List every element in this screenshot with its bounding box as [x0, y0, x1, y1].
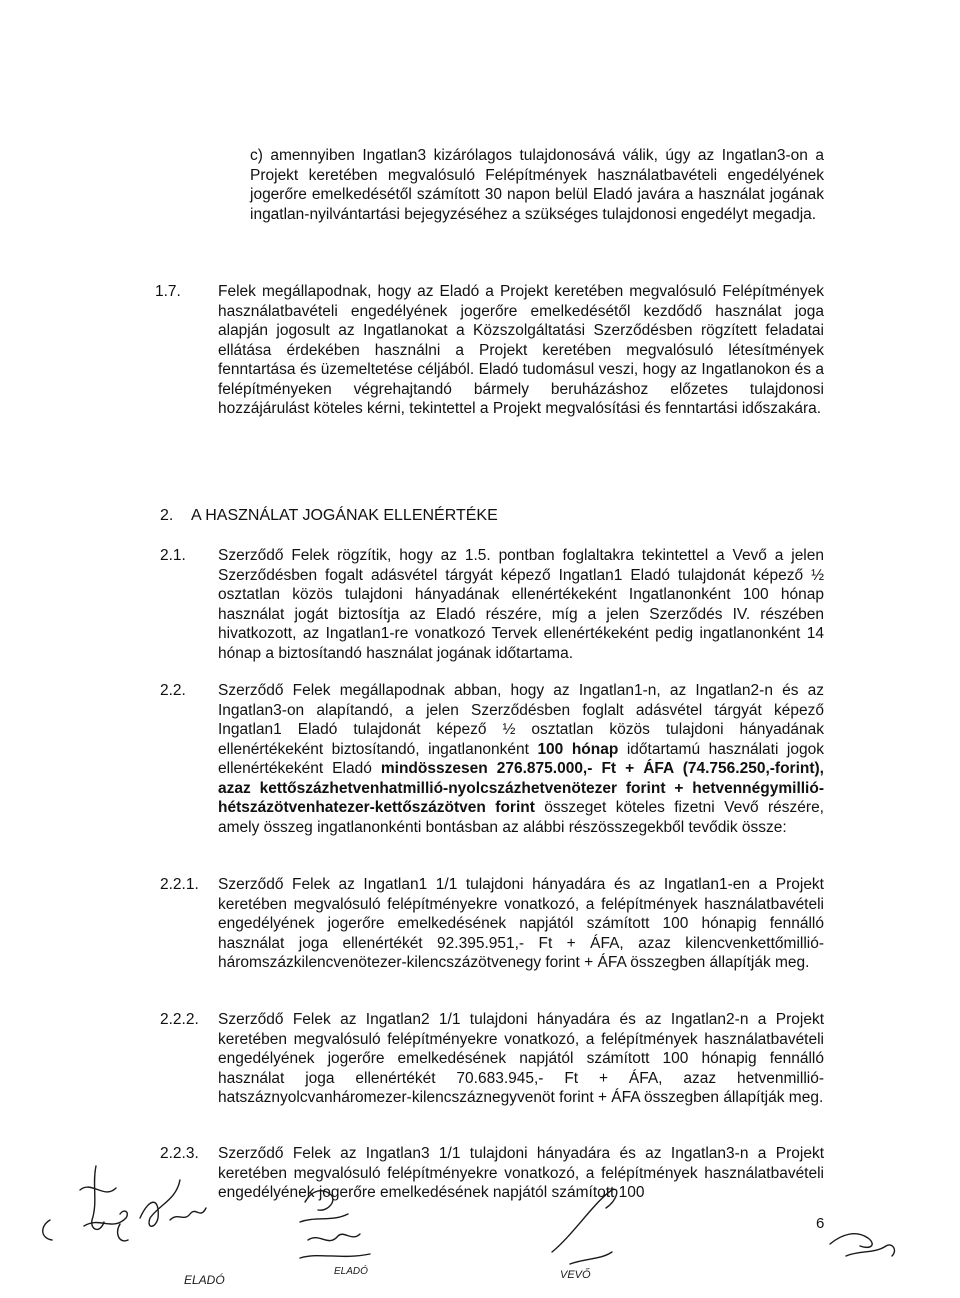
signature-left-script — [140, 1180, 206, 1226]
page-number: 6 — [816, 1215, 825, 1232]
section-2-2-bold-amount: mindösszesen 276.875.000,- Ft + ÁFA (74.756.250,-forint), azaz kettőszázhetvenhatmillió-nyolcszázhetvenötezer forint + hetvennégymillió-hétszázötvenhatezer-kettőszázötven forint — [218, 760, 824, 816]
signatures-area — [0, 1160, 960, 1298]
section-number-2-2: 2.2. — [160, 682, 186, 699]
section-2-2-text — [218, 681, 824, 837]
section-2-2-bold-duration: 100 hónap — [537, 740, 619, 758]
section-2-1-text: Szerződő Felek rögzítik, hogy az 1.5. pontban foglaltakra tekintettel a Vevő a jelen Szerződésben fogalt adásvétel tárgyát képező Ingatlan1 Eladó tulajdonát képező ½ osztatlan közös tulajdoni hányadának ellenértékeként Ingatlanonként 100 hónap használat jogát biztosítja az Eladó részére, míg a jelen Szerződés IV. részében hivatkozott, az Ingatlan1-re vonatkozó Tervek ellenértékeként pedig ingatlanonként 14 hónap a biztosítandó használat jogának időtartama. — [218, 547, 824, 662]
label-elado-left: ELADÓ — [184, 1273, 225, 1287]
signature-left-initials — [80, 1166, 127, 1229]
section-2-2-text-b: időtartamú használati jogok ellenértékeként Eladó — [218, 740, 824, 777]
label-vevo: VEVŐ — [560, 1269, 591, 1281]
paragraph-c: c) amennyiben Ingatlan3 kizárólagos tulajdonosává válik, úgy az Ingatlan3-on a Projekt keretében megvalósuló Felépítmények használatbavételi engedélyének jogerőre emelkedésétől számított 30 napon belül Eladó javára a használat jogának ingatlan-nyilvántartási bejegyzéséhez a szükséges tulajdonosi engedélyt megadja. — [250, 147, 824, 223]
section-2-2-1-text: Szerződő Felek az Ingatlan1 1/1 tulajdoni hányadára és az Ingatlan1-en a Projekt keretében megvalósuló felépítményekre vonatkozó, a felépítmények használatbavételi engedélyének jogerőre emelkedésének napjától számított 100 hónapig fennálló használat joga ellenértékét 92.395.951,- Ft + ÁFA, azaz kilencvenkettőmillió-háromszázkilencvenötezer-kilencszázötvenegy forint + ÁFA összegben állapítják meg. — [218, 876, 824, 971]
heading-2-number: 2. — [160, 507, 174, 524]
section-2-2-2-text: Szerződő Felek az Ingatlan2 1/1 tulajdoni hányadára és az Ingatlan2-n a Projekt keretében megvalósuló felépítményekre vonatkozó, a felépítmények használatbavételi engedélyének jogerőre emelkedésének napjától számított 100 hónapig fennálló használat joga ellenértékét 70.683.945,- Ft + ÁFA, azaz hetvenmillió-hatszáznyolcvanháromezer-kilencszáznegyvenöt forint + ÁFA összegben állapítják meg. — [218, 1011, 824, 1106]
label-elado-middle: ELADÓ — [334, 1266, 368, 1277]
signature-right — [552, 1189, 617, 1264]
section-number-2-1: 2.1. — [160, 547, 186, 564]
section-number-1-7: 1.7. — [155, 283, 181, 300]
section-number-2-2-3: 2.2.3. — [160, 1145, 199, 1162]
heading-2-title: A HASZNÁLAT JOGÁNAK ELLENÉRTÉKE — [191, 507, 498, 524]
signature-left-c-mark — [43, 1220, 128, 1241]
section-number-2-2-2: 2.2.2. — [160, 1011, 199, 1028]
section-2-2-3-text: Szerződő Felek az Ingatlan3 1/1 tulajdoni hányadára és az Ingatlan3-n a Projekt keretében megvalósuló felépítményekre vonatkozó, a felépítmények használatbavételi engedélyének jogerőre emelkedésének napjától számított 100 — [218, 1145, 824, 1201]
section-number-2-2-1: 2.2.1. — [160, 876, 199, 893]
section-2-2-text-a: Szerződő Felek megállapodnak abban, hogy az Ingatlan1-n, az Ingatlan2-n és az Ingatlan3-on alapítandó, a jelen Szerződésben foglalt adásvétel tárgyát képező Ingatlan1 Eladó tulajdonát képező ½ osztatlan közös tulajdoni hányadának ellenértékeként biztosítandó, ingatlanonként — [218, 682, 824, 758]
signature-far-right — [830, 1234, 894, 1256]
section-1-7-text: Felek megállapodnak, hogy az Eladó a Projekt keretében megvalósuló Felépítmények használatbavételi engedélyének jogerőre emelkedésétől kezdődő használat joga alapján jogosult az Ingatlanokat a Közszolgáltatási Szerződésben rögzített feladatai ellátása érdekében használni a Projekt keretében megvalósuló létesítmények fenntartása és üzemeltetése céljából. Eladó tudomásul veszi, hogy az Ingatlanokon és a felépítményeken végrehajtandó bármely beruházáshoz előzetes tulajdonosi hozzájárulást köteles kérni, tekintettel a Projekt megvalósítási és fenntartási időszakára. — [218, 283, 824, 417]
section-2-2-text-c: összeget köteles fizetni Vevő részére, amely összeg ingatlanonkénti bontásban az alábbi részösszegekből tevődik össze: — [218, 799, 824, 836]
signature-middle — [300, 1191, 370, 1258]
